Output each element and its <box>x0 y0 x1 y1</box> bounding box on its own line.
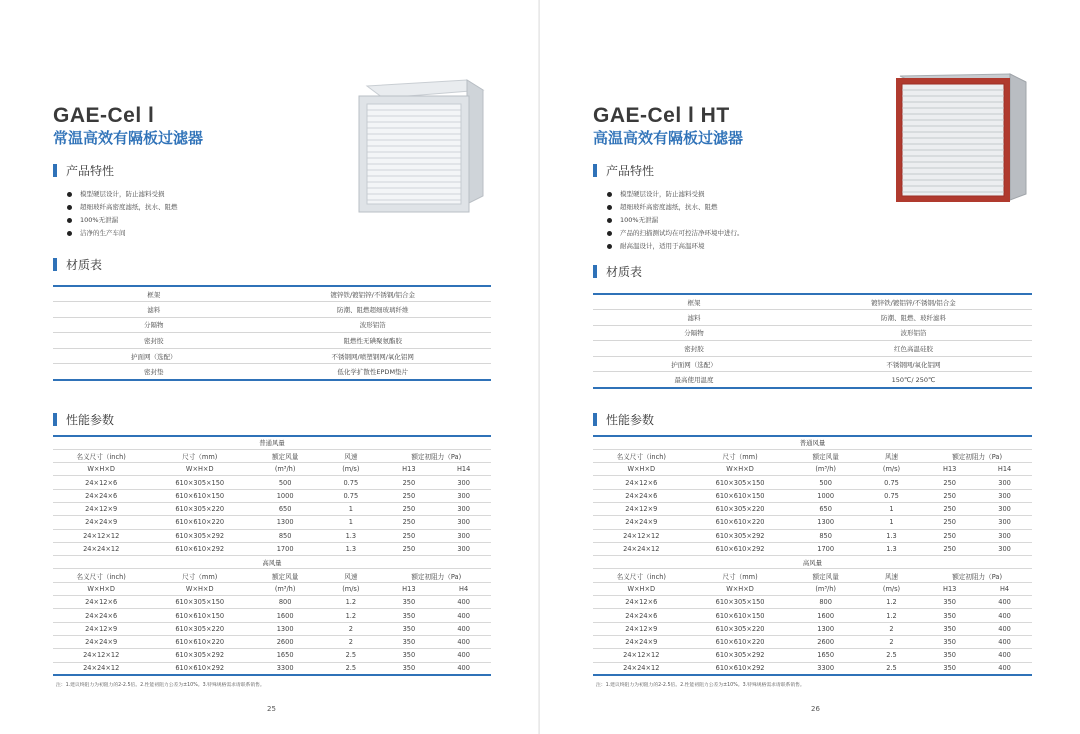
bullet-icon <box>607 244 612 249</box>
table-row: 密封胶 阻燃性无碘聚氨酯胶 <box>53 333 491 349</box>
page-number: 25 <box>267 705 276 713</box>
table-row: 24×12×9 610×305×220 1300 2 350 400 <box>593 622 1032 635</box>
section-title: 产品特性 <box>66 164 115 178</box>
section-features <box>53 162 114 179</box>
feature-item: 模型硬层设计，防止滤料受损 <box>67 188 178 201</box>
table-header: 名义尺寸（inch) 尺寸（mm) 额定风量 风速 额定初阻力（Pa) <box>593 569 1032 582</box>
bullet-icon <box>607 231 612 236</box>
table-row: 24×24×9 610×610×220 2600 2 350 400 <box>593 635 1032 648</box>
bullet-icon <box>67 218 72 223</box>
table-row: 滤料 防潮、阻燃、玻纤滤料 <box>593 310 1032 326</box>
table-row: 24×24×12 610×610×292 1700 1.3 250 300 <box>53 542 491 555</box>
table-row: 24×12×6 610×305×150 500 0.75 250 300 <box>53 476 491 489</box>
table-footnote: 注：1.建议终阻力为初阻力的2-2.5倍。2.性能初阻力公差为±10%。3.特殊规格需求请联系销售。 <box>56 683 265 688</box>
table-header: W×H×D W×H×D (m³/h) (m/s) H13 H14 <box>53 463 491 476</box>
section-materials <box>53 256 102 273</box>
table-row: 护面网（选配） 不锈钢网/喷塑钢网/氧化铝网 <box>53 348 491 364</box>
filter-image <box>892 72 1032 210</box>
section-materials <box>593 263 642 280</box>
page-right <box>540 0 1080 734</box>
table-row: 分隔物 波形铝箔 <box>593 325 1032 341</box>
table-row: 24×12×12 610×305×292 850 1.3 250 300 <box>53 529 491 542</box>
table-row: 24×12×12 610×305×292 1650 2.5 350 400 <box>53 649 491 662</box>
feature-item: 耐高温设计，适用于高温环境 <box>607 240 744 253</box>
feature-item: 超细玻纤高密度滤纸，抗水、阻燃 <box>67 201 178 214</box>
table-row: 24×24×6 610×610×150 1000 0.75 250 300 <box>593 489 1032 502</box>
product-subtitle: 高温高效有隔板过滤器 <box>593 129 744 147</box>
bullet-icon <box>67 192 72 197</box>
section-title: 性能参数 <box>66 413 115 427</box>
table-row: 密封胶 红色高温硅胶 <box>593 341 1032 357</box>
table-row: 24×12×12 610×305×292 1650 2.5 350 400 <box>593 649 1032 662</box>
feature-item: 超细玻纤高密度滤纸，抗水、阻燃 <box>607 201 744 214</box>
model-name: GAE-Cel l HT <box>593 104 730 127</box>
table-row: 24×24×6 610×610×150 1600 1.2 350 400 <box>53 609 491 622</box>
table-row: 24×24×6 610×610×150 1000 0.75 250 300 <box>53 489 491 502</box>
table-row: 24×12×6 610×305×150 800 1.2 350 400 <box>593 596 1032 609</box>
materials-table <box>593 293 1032 389</box>
table-header: 名义尺寸（inch) 尺寸（mm) 额定风量 风速 额定初阻力（Pa) <box>53 449 491 462</box>
section-title: 产品特性 <box>606 164 655 178</box>
section-marker <box>53 164 57 177</box>
table-row: 24×24×9 610×610×220 1300 1 250 300 <box>593 516 1032 529</box>
table-header: 名义尺寸（inch) 尺寸（mm) 额定风量 风速 额定初阻力（Pa) <box>593 449 1032 462</box>
table-row: 框架 镀锌铁/镀铝锌/不锈钢/铝合金 <box>593 294 1032 310</box>
section-marker <box>593 164 597 177</box>
section-marker <box>593 413 597 426</box>
table-group-header: 普通风量 <box>53 436 491 449</box>
bullet-icon <box>67 205 72 210</box>
table-group-header: 高风量 <box>593 556 1032 569</box>
table-row: 24×24×9 610×610×220 1300 1 250 300 <box>53 516 491 529</box>
section-title: 材质表 <box>606 265 643 279</box>
feature-item: 洁净的生产车间 <box>67 227 178 240</box>
feature-list <box>67 188 178 240</box>
performance-table <box>593 435 1032 676</box>
table-row: 24×12×12 610×305×292 850 1.3 250 300 <box>593 529 1032 542</box>
table-row: 24×24×6 610×610×150 1600 1.2 350 400 <box>593 609 1032 622</box>
section-performance <box>593 411 654 428</box>
table-group-header: 普通风量 <box>593 436 1032 449</box>
table-row: 护面网（选配） 不锈钢网/氧化铝网 <box>593 356 1032 372</box>
table-group-header: 高风量 <box>53 556 491 569</box>
table-header: W×H×D W×H×D (m³/h) (m/s) H13 H4 <box>53 582 491 595</box>
table-row: 滤料 防潮、阻燃超细玻璃纤维 <box>53 302 491 318</box>
section-marker <box>53 258 57 271</box>
feature-item: 模型硬层设计，防止滤料受损 <box>607 188 744 201</box>
section-title: 材质表 <box>66 258 103 272</box>
feature-item: 100%无泄漏 <box>607 214 744 227</box>
table-row: 24×24×12 610×610×292 3300 2.5 350 400 <box>593 662 1032 675</box>
table-row: 框架 镀锌铁/镀铝锌/不锈钢/铝合金 <box>53 286 491 302</box>
section-performance <box>53 411 114 428</box>
table-row: 最高使用温度 150℃/ 250℃ <box>593 372 1032 388</box>
section-marker <box>593 265 597 278</box>
model-name: GAE-Cel l <box>53 104 155 127</box>
table-row: 密封垫 低化学扩散性EPDM垫片 <box>53 364 491 380</box>
section-features <box>593 162 654 179</box>
table-header: W×H×D W×H×D (m³/h) (m/s) H13 H4 <box>593 582 1032 595</box>
table-row: 24×12×9 610×305×220 1300 2 350 400 <box>53 622 491 635</box>
table-header: W×H×D W×H×D (m³/h) (m/s) H13 H14 <box>593 463 1032 476</box>
table-footnote: 注：1.建议终阻力为初阻力的2-2.5倍。2.性能初阻力公差为±10%。3.特殊规格需求请联系销售。 <box>596 683 805 688</box>
performance-table <box>53 435 491 676</box>
table-row: 24×12×6 610×305×150 800 1.2 350 400 <box>53 596 491 609</box>
section-marker <box>53 413 57 426</box>
filter-image <box>355 78 490 216</box>
table-row: 24×12×6 610×305×150 500 0.75 250 300 <box>593 476 1032 489</box>
materials-table <box>53 285 491 381</box>
bullet-icon <box>67 231 72 236</box>
table-row: 24×12×9 610×305×220 650 1 250 300 <box>53 502 491 515</box>
bullet-icon <box>607 205 612 210</box>
table-row: 24×24×9 610×610×220 2600 2 350 400 <box>53 635 491 648</box>
feature-list <box>607 188 744 253</box>
table-header: 名义尺寸（inch) 尺寸（mm) 额定风量 风速 额定初阻力（Pa) <box>53 569 491 582</box>
feature-item: 100%无泄漏 <box>67 214 178 227</box>
bullet-icon <box>607 192 612 197</box>
page-number: 26 <box>811 705 820 713</box>
table-row: 24×24×12 610×610×292 1700 1.3 250 300 <box>593 542 1032 555</box>
product-subtitle: 常温高效有隔板过滤器 <box>53 129 204 147</box>
feature-item: 产品的扫描测试均在可控洁净环境中进行。 <box>607 227 744 240</box>
table-row: 24×24×12 610×610×292 3300 2.5 350 400 <box>53 662 491 675</box>
section-title: 性能参数 <box>606 413 655 427</box>
table-row: 分隔物 波形铝箔 <box>53 317 491 333</box>
table-row: 24×12×9 610×305×220 650 1 250 300 <box>593 502 1032 515</box>
bullet-icon <box>607 218 612 223</box>
